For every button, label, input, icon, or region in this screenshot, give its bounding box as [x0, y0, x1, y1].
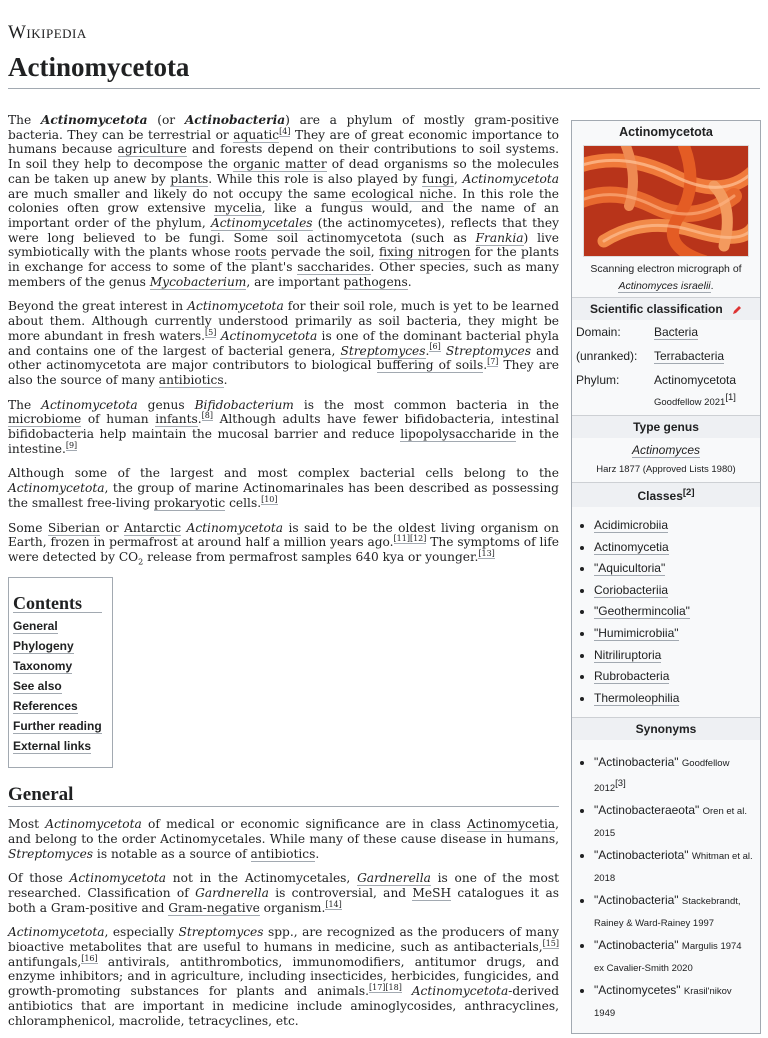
class-link[interactable]: Acidimicrobiia [594, 518, 669, 532]
taxon-link-bacteria[interactable]: Bacteria [654, 325, 699, 339]
link-organic-matter[interactable]: organic matter [233, 157, 327, 172]
link-plants[interactable]: plants [170, 171, 209, 186]
link-lipopolysaccharide[interactable]: lipopolysaccharide [400, 427, 517, 442]
toc-item-phylogeny[interactable]: Phylogeny [13, 639, 74, 654]
reference-link[interactable]: [11][12] [393, 534, 427, 544]
title-divider [8, 88, 760, 89]
micrograph-image[interactable] [583, 145, 749, 257]
toc-item-general[interactable]: General [13, 619, 58, 634]
list-item [594, 666, 754, 688]
link-saccharides[interactable]: saccharides [297, 260, 371, 275]
page-title: Actinomycetota [8, 52, 190, 82]
list-item [594, 845, 754, 889]
sci-class-label: Scientific classification [589, 302, 723, 316]
link-antarctic[interactable]: Antarctic [124, 520, 182, 535]
synonym-name: "Actinomycetes" [594, 983, 681, 998]
list-item [594, 935, 754, 979]
paragraph-8: Actinomycetota, especially Streptomyces spp., are recognized as the producers of many bioactive metabolites that are useful to humans in medicine, such as antibacterials,[15] antifungals,[16] antivirals, antithrombotics, immunomodifiers, antitumor drugs, and enzyme inhibitors; and in agriculture, including insecticides, herbicides, fungicides, and growth-promoting substances for plants and animals.[17][18] Actinomycetota-derived antibiotics that are important in medicine include aminoglycosides, anthracyclines, chloramphenicol, macrolide, tetracyclines, etc. [8, 925, 559, 1028]
synonym-authority: Goodfellow 2012 [594, 758, 730, 795]
reference-link[interactable]: [13] [478, 548, 495, 558]
list-item [594, 515, 754, 537]
list-item [594, 752, 754, 799]
synonym-name: "Actinobacteria" [594, 938, 679, 953]
list-item [594, 558, 754, 580]
toc-item-further-reading[interactable]: Further reading [13, 719, 102, 734]
reference-link[interactable]: [17][18] [368, 983, 402, 993]
classes-label: Classes [637, 489, 683, 503]
reference-link[interactable]: [3] [615, 778, 626, 790]
type-genus-header: Type genus [572, 415, 760, 438]
synonym-name: "Actinobacteria" [594, 755, 679, 770]
taxon-row-unranked [572, 344, 760, 368]
reference-link[interactable]: [7] [487, 357, 499, 367]
synonym-name: "Actinobacteria" [594, 893, 679, 908]
class-link[interactable]: Rubrobacteria [594, 669, 670, 684]
link-mycelia[interactable]: mycelia [214, 201, 262, 216]
reference-link[interactable]: [16] [81, 953, 98, 963]
list-item [594, 623, 754, 645]
reference-link[interactable]: [4] [279, 126, 291, 136]
link-gardnerella[interactable]: Gardnerella [357, 871, 431, 886]
taxon-rank: Phylum: [576, 373, 620, 387]
paragraph-6: Most Actinomycetota of medical or economic significance are in class Actinomycetia, and belong to the order Actinomycetales. While many of these cause disease in humans, Streptomyces is notable as a source of antibiotics. [8, 817, 560, 861]
paragraph-4: Although some of the largest and most complex bacterial cells belong to the Actinomycetota, the group of marine Actinomarinales has been described as possessing the smallest free-living prokaryotic cells.[10] [8, 466, 559, 510]
type-genus-value [572, 438, 760, 482]
genus-link[interactable]: Actinomyces [631, 443, 701, 457]
link-siberian[interactable]: Siberian [47, 520, 100, 535]
taxon-link-terrabacteria[interactable]: Terrabacteria [654, 349, 725, 363]
class-link[interactable]: Nitriliruptoria [594, 647, 662, 662]
taxon-row-domain [572, 320, 760, 344]
list-item [594, 601, 754, 623]
link-fixing-nitrogen[interactable]: fixing nitrogen [378, 245, 471, 260]
link-agriculture[interactable]: agriculture [117, 142, 187, 157]
classes-header [572, 482, 760, 507]
reference-link[interactable]: [8] [201, 411, 214, 421]
link-fungi[interactable]: fungi [422, 171, 454, 186]
reference-link[interactable]: [5] [205, 327, 217, 337]
taxon-row-phylum [572, 368, 760, 415]
list-item [594, 645, 754, 667]
list-item [594, 580, 754, 602]
list-item [594, 890, 754, 934]
paragraph-5: Some Siberian or Antarctic Actinomycetota is said to be the oldest living organism on Earth, frozen in permafrost at around half a million years ago.[11][12] The symptoms of life were detected by $CO_2$ release from permafrost samples 640 kya or younger.[13] [8, 520, 559, 567]
link-actinomycetia[interactable]: Actinomycetia [466, 817, 556, 832]
paragraph-7: Of those Actinomycetota not in the Actinomycetales, Gardnerella is one of the most researched. Classification of Gardnerella is controversial, and MeSH catalogues it as both a Gram-positive and Gram-negative organism.[14] [8, 871, 559, 915]
list-item [594, 980, 754, 1024]
synonym-authority: Oren et al. 2015 [594, 806, 747, 840]
synonym-authority: Whitman et al. 2018 [594, 851, 753, 885]
table-of-contents [8, 577, 113, 769]
class-link[interactable]: "Aquicultoria" [594, 561, 666, 576]
reference-link[interactable]: [10] [261, 494, 278, 504]
synonyms-header: Synonyms [572, 717, 760, 740]
reference-link[interactable]: [15] [542, 938, 559, 948]
link-frankia[interactable]: Frankia [475, 230, 524, 245]
classes-list [572, 507, 760, 717]
toc-item-see-also[interactable]: See also [13, 679, 62, 694]
toc-item-external-links[interactable]: External links [13, 739, 92, 754]
toc-item-references[interactable]: References [13, 699, 78, 714]
bacteria-micrograph-icon [584, 146, 748, 256]
taxon-authority: Goodfellow 2021 [654, 397, 726, 408]
edit-pencil-icon[interactable] [732, 305, 742, 315]
link-roots[interactable]: roots [234, 245, 267, 260]
synonym-authority: Margulis 1974 ex Cavalier-Smith 2020 [594, 941, 742, 975]
list-item [594, 688, 754, 710]
paragraph-2: Beyond the great interest in Actinomycetota for their soil role, much is yet to be learned about them. Although currently understood primarily as soil bacteria, they might be more abundant in fresh waters.[5] Actinomycetota is one of the dominant bacterial phyla and contains one of the largest of bacterial genera, Streptomyces.[6] Streptomyces and other actinomycetota are major contributors to biological buffering of soils.[7] They are also the source of many antibiotics. [8, 299, 560, 387]
link-mesh[interactable]: MeSH [412, 885, 452, 900]
synonym-authority: Krasil'nikov 1949 [594, 986, 732, 1020]
link-antibiotics[interactable]: antibiotics [158, 372, 224, 387]
caption-text: Scanning electron micrograph of [590, 263, 742, 275]
link-antibiotics[interactable]: antibiotics [250, 846, 316, 861]
paragraph-intro: The Actinomycetota (or Actinobacteria) are a phylum of mostly gram-positive bacteria. They can be terrestrial or aquatic[4] They are of great economic importance to humans because agriculture and forests depend on their contributions to soil systems. In soil they help to decompose the organic matter of dead organisms so the molecules can be taken up anew by plants. While this role is also played by fungi, Actinomycetota are much smaller and likely do not occupy the same ecological niche. In this role the colonies often grow extensive mycelia, like a fungus would, and the name of an important order of the phylum, Actinomycetales (the actinomycetes), reflects that they were long believed to be fungi. Some soil actinomycetota (such as Frankia) live symbiotically with the plants whose roots pervade the soil, fixing nitrogen for the plants in exchange for access to some of the plant's saccharides. Other species, such as many members of the genus Mycobacterium, are important pathogens. [8, 113, 560, 289]
image-caption [572, 261, 760, 297]
section-heading-general: General [8, 788, 559, 807]
reference-link[interactable]: [6] [429, 342, 441, 352]
class-link[interactable]: Actinomycetia [594, 539, 669, 554]
infobox [571, 120, 761, 1034]
link-ecological-niche[interactable]: ecological niche [351, 186, 453, 201]
link-microbiome[interactable]: microbiome [8, 412, 82, 427]
link-buffering-of-soils[interactable]: buffering of soils [376, 358, 484, 373]
list-item [594, 537, 754, 559]
synonyms-list [572, 740, 760, 1033]
reference-link[interactable]: [14] [325, 899, 342, 909]
synonym-name: "Actinobacteriota" [594, 848, 689, 863]
link-actinomycetales[interactable]: Actinomycetales [210, 215, 313, 230]
link-prokaryotic[interactable]: prokaryotic [153, 495, 226, 510]
link-infants[interactable]: infants [155, 412, 198, 427]
article-body [8, 113, 559, 1038]
genus-authority: Harz 1877 (Approved Lists 1980) [596, 464, 736, 475]
taxon-rank: (unranked): [576, 349, 638, 363]
list-item [594, 800, 754, 844]
class-link[interactable]: Thermoleophilia [594, 690, 680, 705]
class-link[interactable]: "Humimicrobiia" [594, 625, 679, 640]
link-gram-negative[interactable]: Gram-negative [168, 900, 260, 915]
paragraph-3: The Actinomycetota genus Bifidobacterium is the most common bacteria in the microbiome of human infants.[8] Although adults have fewer bifidobacteria, intestinal bifidobacteria help maintain the mucosal barrier and reduce lipopolysaccharide in the intestine.[9] [8, 397, 559, 456]
infobox-title: Actinomycetota [619, 125, 713, 139]
class-link[interactable]: Coriobacteriia [594, 582, 669, 597]
link-pathogens[interactable]: pathogens [343, 274, 408, 289]
link-aquatic[interactable]: aquatic [233, 127, 280, 142]
toc-title: Contents [13, 596, 102, 614]
caption-species-link[interactable]: Actinomyces israelii [618, 280, 711, 292]
toc-item-taxonomy[interactable]: Taxonomy [13, 659, 73, 674]
taxon-rank: Domain: [576, 325, 621, 339]
link-mycobacterium[interactable]: Mycobacterium [149, 274, 247, 289]
class-link[interactable]: "Geothermincolia" [594, 604, 690, 619]
taxon-phylum-name: Actinomycetota [654, 373, 737, 387]
scientific-classification-header [572, 297, 760, 320]
synonym-authority: Stackebrandt, Rainey & Ward-Rainey 1997 [594, 896, 741, 930]
reference-link[interactable]: [2] [682, 487, 695, 498]
reference-link[interactable]: [9] [65, 440, 78, 450]
synonym-name: "Actinobacteraeota" [594, 803, 700, 818]
reference-link[interactable]: [1] [725, 392, 736, 403]
wikipedia-wordmark[interactable]: Wikipedia [8, 22, 87, 43]
caption-period: . [710, 280, 714, 292]
link-streptomyces[interactable]: Streptomyces [340, 343, 426, 358]
